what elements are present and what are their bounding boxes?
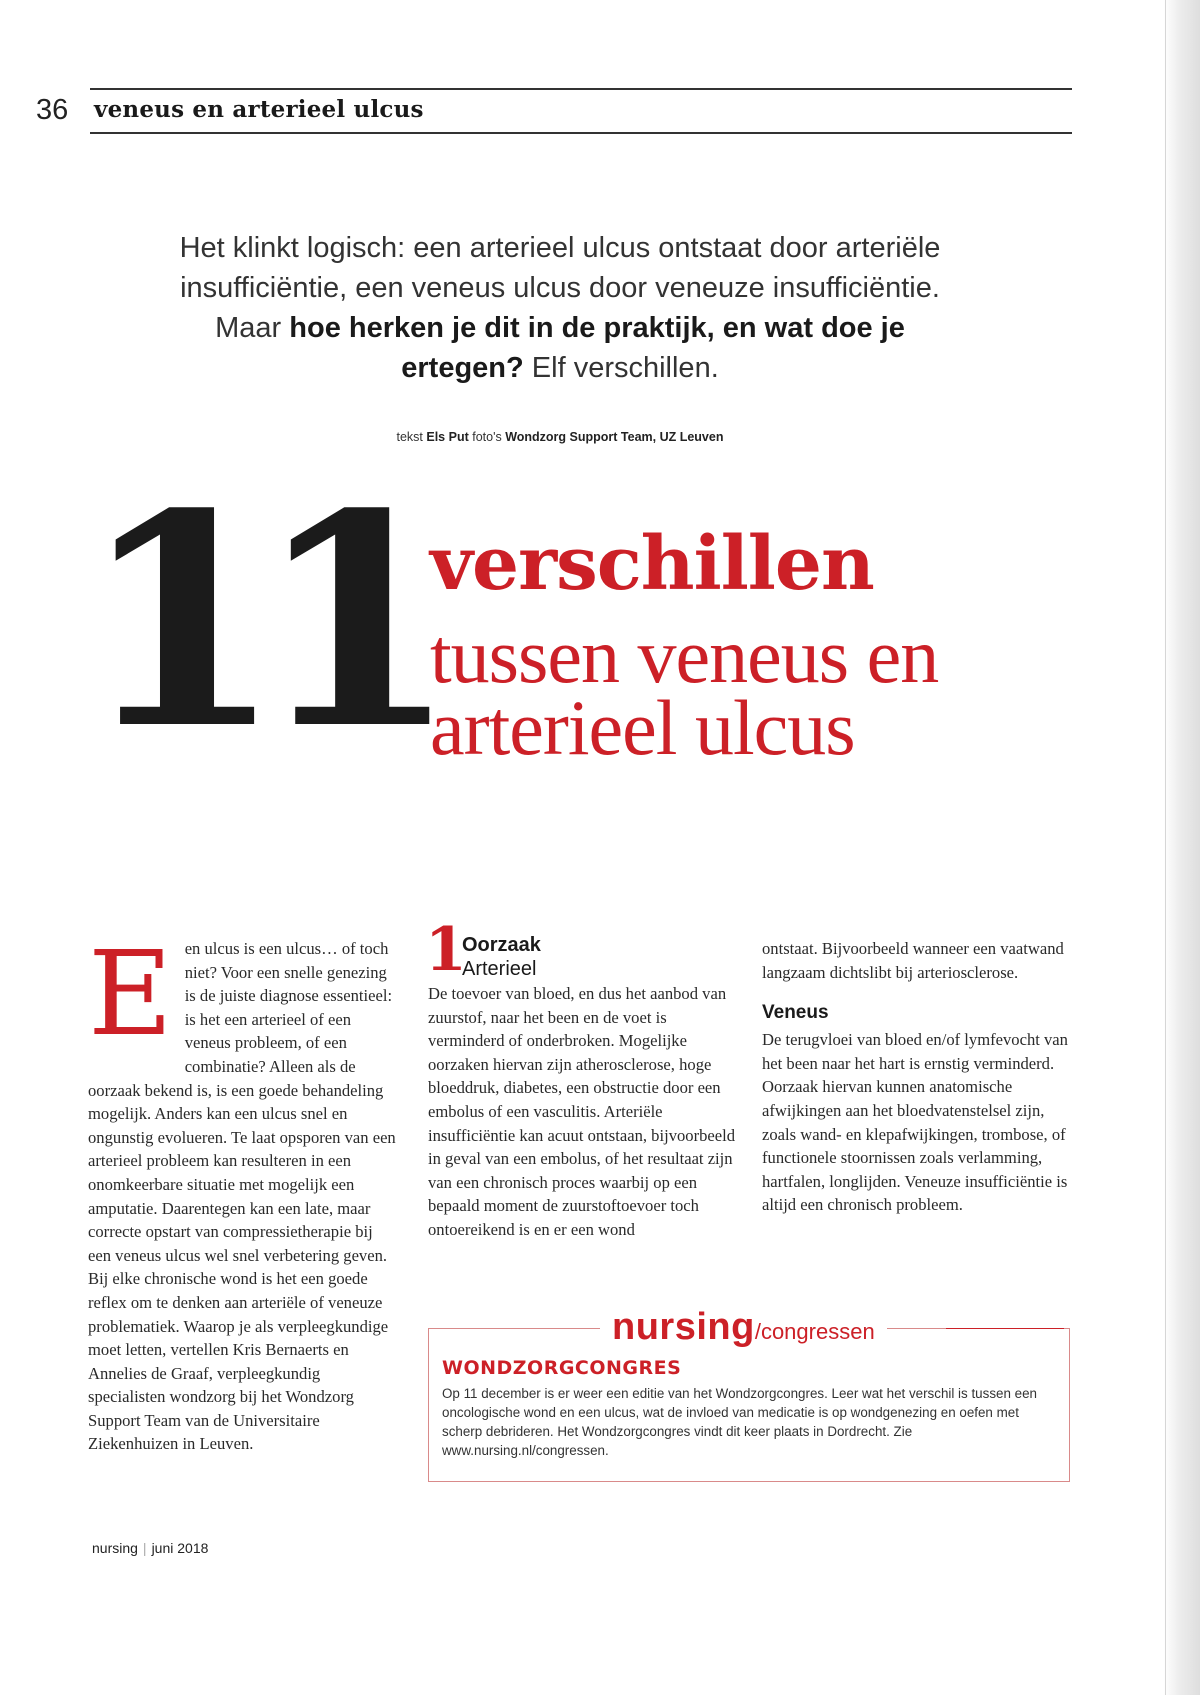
header-rule-bottom xyxy=(90,132,1072,134)
arterieel-paragraph: De toevoer van bloed, en dus het aanbod van zuurstof, naar het been en de voet is verminderd of onderbroken. Mogelijke oorzaken hiervan zijn atherosclerose, hoge bloeddruk, diabetes, een obstructie door een embolus of een vasculitis. Arteriële insufficiëntie kan acuut ontstaan, bijvoorbeeld in geval van een embolus, of het resultaat zijn van een chronisch proces waarbij op een bepaald moment de zuurstoftoevoer toch ontoereikend is en er een wond xyxy=(428,984,736,1239)
intro-line-1: Het klinkt logisch: een arterieel ulcus ontstaat door arteriële xyxy=(179,232,941,264)
headline-word: verschillen xyxy=(430,521,874,607)
drop-cap: E xyxy=(88,927,173,1062)
header-rule-top xyxy=(90,88,1072,90)
page-fold-shadow xyxy=(1164,0,1200,1695)
headline-number: 11 xyxy=(80,450,431,793)
intro-emphasis-2: ertegen? xyxy=(401,352,524,384)
headline-subtitle xyxy=(430,612,939,771)
headline-line-3: arterieel ulcus xyxy=(430,684,855,771)
section-subheading-veneus: Veneus xyxy=(762,1002,829,1024)
congress-title: WONDZORGCONGRES xyxy=(442,1357,682,1379)
credit-photographer: Wondzorg Support Team, UZ Leuven xyxy=(505,430,724,444)
footer-separator: | xyxy=(142,1540,147,1556)
logo-nursing: nursing xyxy=(612,1306,755,1348)
article-credit: tekst Els Put foto's Wondzorg Support Team, UZ Leuven xyxy=(396,430,724,444)
footer-issue: juni 2018 xyxy=(151,1540,209,1556)
body-column-2 xyxy=(428,982,738,1242)
intro-line-4: ertegen? Elf verschillen. xyxy=(401,352,719,384)
credit-author: Els Put xyxy=(426,430,469,444)
body-column-1 xyxy=(88,927,398,1456)
nursing-congressen-logo xyxy=(600,1306,887,1349)
arterieel-continued: ontstaat. Bijvoorbeeld wanneer een vaatwand langzaam dichtslibt bij arteriosclerose. xyxy=(762,939,1064,982)
box-accent-line xyxy=(946,1328,1064,1329)
veneus-paragraph: De terugvloei van bloed en/of lymfevocht van het been naar het hart is ernstig verminderd. Oorzaak hiervan kunnen anatomische afwijkingen aan het bloedvatenstelsel zijn, zoals wand- en klepafwijkingen, trombose, of functionele stoornissen zoals verlamming, hartfalen, longlijden. Veneuze insufficiëntie is altijd een chronisch probleem. xyxy=(762,1030,1068,1215)
section-heading: Oorzaak xyxy=(462,934,541,956)
section-number: 1 xyxy=(425,915,467,985)
section-title: veneus en arterieel ulcus xyxy=(94,96,424,123)
intro-emphasis-1: hoe herken je dit in de praktijk, en wat doe je xyxy=(289,312,905,344)
footer-brand: nursing xyxy=(92,1540,138,1556)
page-fold-line xyxy=(1165,0,1166,1695)
section-subheading-arterieel: Arterieel xyxy=(462,958,537,980)
congress-text: Op 11 december is er weer een editie van het Wondzorgcongres. Leer wat het verschil is tussen een oncologische wond en een ulcus, wat de invloed van medicatie is op wondgenezing en oefen met scherp debrideren. Het Wondzorgcongres vindt dit keer plaats in Dordrecht. Zie www.nursing.nl/congressen. xyxy=(442,1386,1037,1458)
intro-line-3: Maar hoe herken je dit in de praktijk, en wat doe je xyxy=(215,312,905,344)
page-footer xyxy=(92,1540,208,1556)
body-column-3 xyxy=(762,937,1072,1217)
intro-paragraph: en ulcus is een ulcus… of toch niet? Voor een snelle genezing is de juiste diagnose essentieel: is het een arterieel of een veneus probleem, of een combinatie? Alleen als de oorzaak bekend is, is een goede behandeling mogelijk. Anders kan een ulcus snel en ongunstig evolueren. Te laat opsporen van een arterieel probleem kan resulteren in een onomkeerbare situatie met mogelijk een amputatie. Daarentegen kan een late, maar correcte opstart van compressietherapie bij een veneus ulcus wel snel verbetering geven. Bij elke chronische wond is het een goede reflex om te denken aan arteriële of veneuze problematiek. Waarop je als verpleegkundige moet letten, vertellen Kris Bernaerts en Annelies de Graaf, verpleegkundig specialisten wondzorg bij het Wondzorg Support Team van de Universitaire Ziekenhuizen in Leuven. xyxy=(88,939,396,1454)
logo-congressen: /congressen xyxy=(754,1319,875,1344)
page-number: 36 xyxy=(36,94,69,126)
intro-standfirst xyxy=(120,228,1000,388)
intro-line-2: insufficiëntie, een veneus ulcus door veneuze insufficiëntie. xyxy=(180,272,940,304)
headline-line-2: tussen veneus en xyxy=(430,612,939,699)
